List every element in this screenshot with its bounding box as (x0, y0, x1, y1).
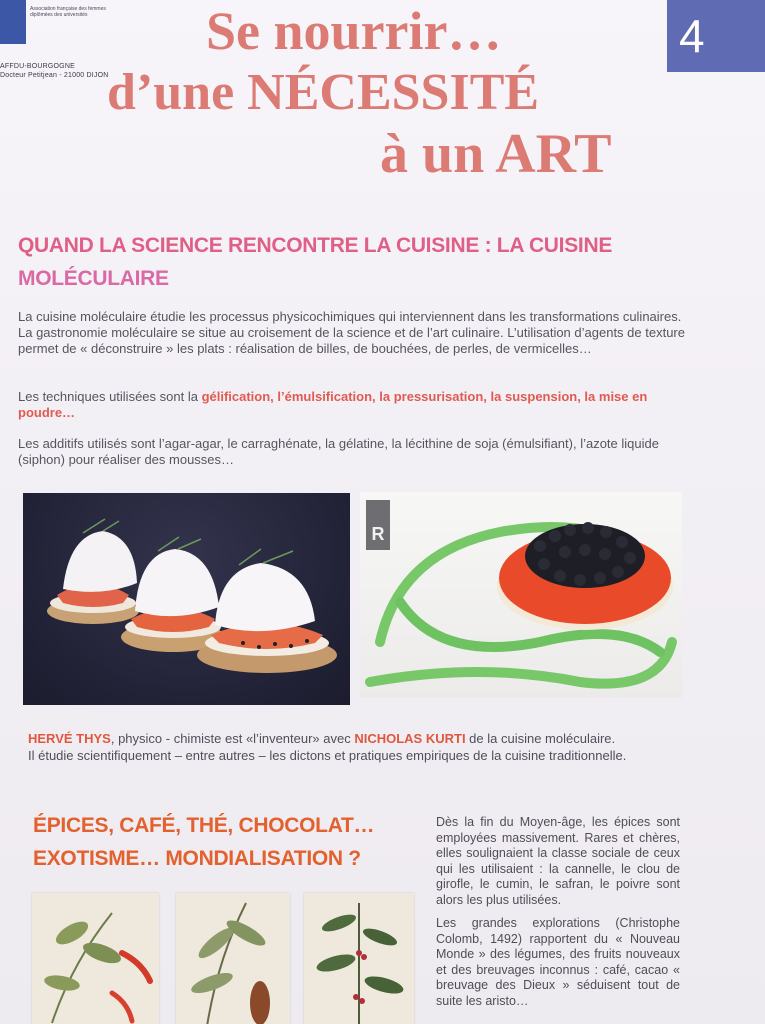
techniques-intro: Les techniques utilisées sont la (18, 389, 202, 404)
logo-region-line1: AFFDU-BOURGOGNE (0, 63, 75, 70)
botanical-cocoa-illustration (176, 893, 290, 1024)
caption-text2: de la cuisine moléculaire. (465, 731, 616, 746)
spices-paragraph2: Les grandes explorations (Christophe Colomb, 1492) rapportent du « Nouveau Monde » des légumes, des fruits nouveaux et des breuvages inconnus : café, cacao « breuvage des Dieux » séduisent tout de suite les aristo… (436, 916, 680, 1008)
section2-heading-line2: EXOTISME… MONDIALISATION ? (33, 847, 361, 870)
photo-credit-mark (366, 500, 390, 550)
section1-paragraph1: La cuisine moléculaire étudie les processus physicochimiques qui interviennent dans les transformations culinaires. La gastronomie moléculaire se situe au croisement de la science et de l’art culinaire. L’utilisation d’agents de texture permet de « déconstruire » les plats : réalisation de billes, de bouchées, de perles, de vermicelles… (18, 309, 685, 356)
section1-paragraph2 (18, 389, 698, 421)
photo-credit-letter: R (371, 524, 385, 544)
pepper-plant-icon (32, 893, 159, 1024)
caviar-illustration (360, 492, 682, 698)
molecular-caviar-photo (360, 492, 682, 698)
title-line2: d’une NÉCESSITÉ (107, 64, 540, 121)
molecular-blinis-photo (23, 493, 350, 705)
caption-line2: Il étudie scientifiquement – entre autres – les dictons et pratiques empiriques de la cuisine traditionnelle. (28, 748, 627, 763)
coffee-plant-icon (304, 893, 414, 1024)
techniques-highlight: gélification, l’émulsification, la pressurisation, la suspension, la mise en poudre… (18, 389, 648, 420)
title-line1: Se nourrir… (206, 1, 502, 61)
section1-paragraph3: Les additifs utilisés sont l’agar-agar, le carraghénate, la gélatine, la lécithine de soja (émulsifiant), l’azote liquide (siphon) pour réaliser des mousses… (18, 436, 659, 467)
molecular-cuisine-caption (28, 730, 688, 764)
name-herve-thys: HERVÉ THYS (28, 731, 111, 746)
caption-text1: , physico - chimiste est «l’inventeur» avec (110, 731, 355, 746)
logo-mark-icon (0, 0, 26, 44)
caption-line1 (28, 730, 688, 747)
logo-region-line2: Docteur Petitjean - 21000 DIJON (0, 72, 109, 79)
association-logo (0, 0, 110, 90)
botanical-coffee-illustration (304, 893, 414, 1024)
spices-text-column (436, 815, 680, 1017)
logo-text: Association française des femmes diplômées des universités (30, 6, 106, 18)
cocoa-plant-icon (176, 893, 290, 1024)
botanical-pepper-illustration (32, 893, 159, 1024)
blinis-illustration (23, 493, 350, 705)
section1-heading-line1: QUAND LA SCIENCE RENCONTRE LA CUISINE : LA CUISINE (18, 234, 613, 257)
name-nicholas-kurti: NICHOLAS KURTI (354, 731, 466, 746)
title-line3: à un ART (380, 123, 612, 185)
logo-address (0, 62, 110, 80)
section1-heading-line2: MOLÉCULAIRE (18, 267, 169, 290)
section2-heading-line1: ÉPICES, CAFÉ, THÉ, CHOCOLAT… (33, 814, 375, 837)
spices-paragraph1: Dès la fin du Moyen-âge, les épices sont employées massivement. Rares et chères, elles soulignaient la classe sociale de ceux qui les utilisaient : la cannelle, le clou de girofle, le cumin, le safran, le poivre sont alors les plus utilisées. (436, 815, 680, 907)
panel-number-badge: 4 (667, 0, 765, 72)
